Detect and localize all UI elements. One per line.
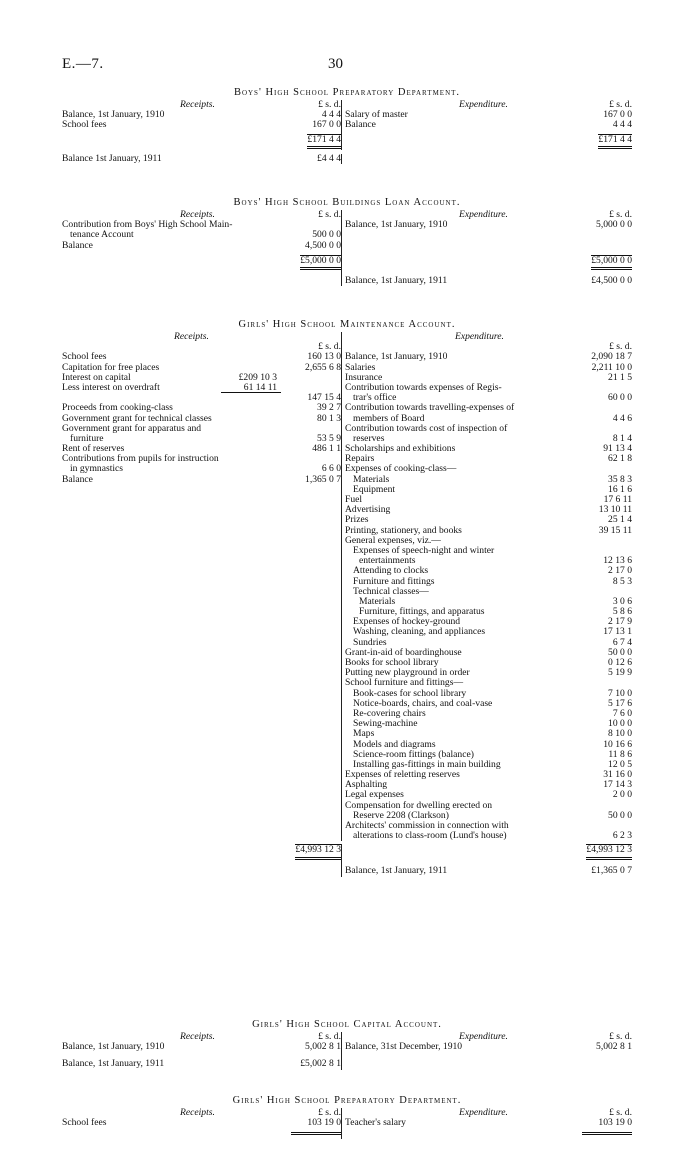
row-amount: 6 7 4 [612,636,632,648]
section-title: Boys' High School Preparatory Department. [233,87,461,98]
row-amount: 2,211 10 0 [591,361,632,373]
row-amount: 147 15 4 [307,392,341,404]
row-label: Maps [353,729,375,740]
lsd-heading: £ s. d. [609,341,632,353]
footer-label: Balance, 1st January, 1911 [345,275,448,286]
row-amount: 1,365 0 7 [305,473,341,485]
receipt-row [62,393,341,403]
expenditure-row [345,627,632,637]
expenditure-row [345,566,632,576]
receipts-column [62,1108,341,1139]
receipt-row [62,464,341,474]
expenditure-row [345,577,632,587]
section-title: Girls' High School Maintenance Account. [238,319,456,330]
row-label: Furniture and fittings [353,576,435,587]
row-subamount [221,464,281,474]
receipts-column [62,100,341,150]
row-amount: 80 1 3 [317,412,341,424]
row-amount: 91 13 4 [603,443,632,455]
receipt-row [62,230,341,240]
expenditure-row [345,607,632,617]
row-label: Equipment [353,484,396,495]
row-amount: 10 16 6 [603,738,632,750]
document-reference: E.—7. [62,56,104,72]
row-label: Salary of master [345,110,408,121]
row-amount: 31 16 0 [603,769,632,781]
receipts-heading: Receipts. [174,332,209,342]
row-subamount [221,424,281,434]
row-label: entertainments [359,556,416,567]
expenditure-row [345,546,632,556]
lsd-heading: £ s. d. [609,209,632,220]
row-label: Installing gas-fittings in main building [353,759,501,770]
row-amount: 50 0 0 [608,809,632,821]
row-amount: 4 4 6 [612,412,632,424]
expenditure-row [345,120,632,130]
row-amount: 5 17 6 [608,697,632,709]
expenditure-row [345,505,632,515]
receipt-row [62,220,341,230]
total: £5,000 0 0 [591,255,632,270]
expenditure-row [345,1042,632,1052]
row-label: Prizes [345,515,369,526]
expenditure-row [345,515,632,525]
row-amount: 53 5 9 [317,432,341,444]
expenditure-row [345,678,632,688]
expenditure-row [345,831,632,841]
row-amount: 2,655 6 8 [305,361,341,373]
row-amount [281,373,341,383]
expenditure-row [345,363,632,373]
row-label: Materials [353,474,390,485]
receipts-heading: Receipts. [180,100,215,110]
expenditure-row [345,638,632,648]
receipt-row [62,1042,341,1052]
expenditure-row [345,821,632,831]
expenditure-row [345,414,632,424]
expenditure-heading: Expenditure. [459,210,508,220]
row-amount: 62 1 8 [608,453,632,465]
expenditure-heading: Expenditure. [455,332,504,342]
row-label: Furniture, fittings, and apparatus [359,607,485,618]
row-label: Printing, stationery, and books [345,525,462,536]
row-label: members of Board [353,413,425,424]
receipt-row [62,373,341,383]
expenditure-row [345,444,632,454]
row-amount: 39 2 7 [317,402,341,414]
lsd-heading: £ s. d. [318,1107,341,1118]
row-label: Government grant for apparatus and [62,423,202,434]
expenditure-row [345,403,632,413]
row-amount: 6 6 0 [321,463,341,475]
expenditure-row [345,597,632,607]
row-amount: 3 0 6 [612,595,632,607]
total: £4,993 12 3 [586,844,632,859]
row-amount: 2 17 9 [608,616,632,628]
receipts-column [62,1032,341,1070]
row-amount: 50 0 0 [608,646,632,658]
row-label: Interest on capital [62,372,131,383]
row-amount: 2,090 18 7 [591,351,632,363]
row-amount: 12 0 5 [608,758,632,770]
receipt-row [62,424,341,434]
receipt-row [62,434,341,444]
row-subamount [221,352,281,362]
receipt-row [62,1118,341,1128]
expenditure-row [345,475,632,485]
expenditure-row [345,373,632,383]
row-amount: 60 0 0 [608,392,632,404]
row-amount: 486 1 1 [312,443,341,455]
row-amount: 35 8 3 [608,473,632,485]
expenditure-column [341,210,632,286]
expenditure-row [345,750,632,760]
row-label: Contribution towards travelling-expenses of [345,403,515,414]
row-label: Sewing-machine [353,719,418,730]
expenditure-row [345,536,632,546]
row-amount: 0 12 6 [608,657,632,668]
row-label: Materials [359,596,396,607]
row-subamount [221,444,281,454]
row-amount: 7 6 0 [612,707,632,719]
footer-amount: £4,500 0 0 [591,274,632,286]
section-title: Boys' High School Buildings Loan Account. [233,197,461,208]
row-label: Balance [345,120,376,131]
receipts-heading: Receipts. [180,1032,215,1042]
row-label: Less interest on overdraft [62,382,160,393]
row-amount: 5 19 9 [608,667,632,679]
expenditure-row [345,689,632,699]
row-label: Balance, 1st January, 1910 [62,1042,165,1053]
row-label: alterations to class-room (Lund's house) [353,831,507,842]
expenditure-row [345,729,632,739]
receipt-row [62,352,341,362]
lsd-heading: £ s. d. [318,99,341,110]
row-label: Science-room fittings (balance) [353,749,474,760]
expenditure-row [345,556,632,566]
row-subamount [221,393,281,403]
expenditure-row [345,485,632,495]
receipt-row [62,120,341,130]
row-label: Insurance [345,372,383,383]
section-title: Girls' High School Capital Account. [252,1019,442,1030]
row-label: Rent of reserves [62,444,125,455]
footer-amount: £5,002 8 1 [300,1058,341,1070]
row-amount: 8 5 3 [612,575,632,587]
receipt-row [62,363,341,373]
row-amount: 25 1 4 [608,514,632,526]
row-label: School fees [62,1118,107,1129]
row-label: Balance [62,240,93,251]
row-label [62,393,221,403]
expenditure-heading: Expenditure. [459,1108,508,1118]
row-label: Balance, 31st December, 1910 [345,1042,463,1053]
row-label: Expenses of cooking-class— [345,464,457,475]
row-subamount [221,475,281,485]
expenditure-column [341,1108,632,1139]
footer-label: Balance, 1st January, 1911 [345,866,448,877]
row-label: Attending to clocks [353,566,429,577]
row-label: Grant-in-aid of boardinghouse [345,647,462,658]
expenditure-row [345,424,632,434]
row-label: School fees [62,352,107,363]
row-label: Books for school library [345,658,439,668]
receipt-row [62,444,341,454]
row-subamount [221,403,281,413]
expenditure-row [345,464,632,474]
row-amount: 167 0 0 [312,119,341,131]
row-amount: 7 10 0 [608,687,632,699]
row-amount: 8 10 0 [608,728,632,740]
row-label: Book-cases for school library [353,688,467,699]
expenditure-row [345,1118,632,1128]
expenditure-row [345,110,632,120]
row-label: Expenses of hockey-ground [353,617,461,628]
row-amount [576,403,632,413]
expenditure-row [345,811,632,821]
expenditure-row [345,495,632,505]
row-amount: 103 19 0 [598,1117,632,1129]
receipt-row [62,454,341,464]
footer-label: Balance 1st January, 1911 [62,153,162,164]
row-label: General expenses, viz.— [345,535,441,546]
row-label: School fees [62,120,107,131]
expenditure-row [345,383,632,393]
row-amount: 500 0 0 [312,229,341,241]
row-label: Balance, 1st January, 1910 [62,110,165,121]
row-label: Models and diagrams [353,739,436,750]
lsd-heading: £ s. d. [609,99,632,110]
expenditure-row [345,393,632,403]
row-label: Re-covering chairs [353,708,426,719]
expenditure-row [345,719,632,729]
row-label: Legal expenses [345,790,404,801]
row-amount: 16 1 6 [608,483,632,495]
expenditure-row [345,801,632,811]
footer-amount: £1,365 0 7 [591,865,632,877]
expenditure-row [345,587,632,597]
row-amount: 2 17 0 [608,565,632,577]
receipts-column [62,210,341,286]
expenditure-row [345,352,632,362]
section-title: Girls' High School Preparatory Department. [232,1095,462,1106]
lsd-heading: £ s. d. [318,1031,341,1042]
section-boys-buildings-loan [62,196,632,286]
expenditure-row [345,740,632,750]
section-boys-preparatory [62,86,632,164]
section-girls-maintenance [62,318,632,877]
row-amount: 4 4 4 [321,109,341,121]
row-label: Proceeds from cooking-class [62,403,173,414]
row-label: Asphalting [345,780,388,791]
row-label: Government grant for technical classes [62,413,212,424]
row-amount [576,536,632,546]
row-subamount [221,454,281,464]
row-amount: 5,000 0 0 [596,219,632,231]
row-amount: 8 1 4 [612,432,632,444]
row-amount: 167 0 0 [603,109,632,121]
row-amount: 11 8 6 [608,748,632,760]
expenditure-row [345,454,632,464]
expenditure-column [341,1032,632,1070]
row-label: Balance, 1st January, 1910 [345,352,448,363]
row-amount: 17 14 3 [603,779,632,791]
lsd-heading: £ s. d. [609,1107,632,1118]
expenditure-row [345,220,632,230]
row-label: Contribution towards expenses of Regis- [345,382,502,393]
row-amount: 4 4 4 [612,119,632,131]
row-label: Expenses of speech-night and winter [353,545,495,556]
row-label: Putting new playground in order [345,668,470,679]
row-label: Architects' commission in connection with [345,821,509,831]
row-amount: 17 6 11 [603,494,632,505]
row-amount: 4,500 0 0 [305,239,341,251]
row-label: Teacher's salary [345,1118,406,1129]
row-label: Contribution from Boys' High School Main- [62,220,233,231]
row-label: Expenses of reletting reserves [345,770,460,781]
expenditure-row [345,709,632,719]
expenditure-heading: Expenditure. [459,100,508,110]
receipt-row [62,414,341,424]
row-label: Capitation for free places [62,362,160,373]
receipts-heading: Receipts. [180,1108,215,1118]
row-label: Fuel [345,495,363,505]
expenditure-row [345,780,632,790]
expenditure-row [345,668,632,678]
row-subamount: £209 10 3 [238,371,277,383]
row-amount: 6 2 3 [612,830,632,842]
lsd-heading: £ s. d. [318,341,341,353]
total: £171 4 4 [598,134,632,149]
row-amount: 21 1 5 [608,371,632,383]
receipt-row [62,475,341,485]
lsd-heading: £ s. d. [609,1031,632,1042]
expenditure-row [345,617,632,627]
row-label: Compensation for dwelling erected on [345,800,493,811]
row-amount: 13 10 11 [598,504,632,516]
expenditure-column [341,100,632,150]
expenditure-row [345,526,632,536]
row-amount: 5,002 8 1 [305,1041,341,1053]
row-label: furniture [70,433,104,444]
expenditure-row [345,760,632,770]
row-label: in gymnastics [70,464,124,475]
row-amount: 39 15 11 [598,524,632,536]
total: £4,993 12 3 [295,844,341,859]
lsd-heading: £ s. d. [318,209,341,220]
row-label: trar's office [353,393,397,404]
section-girls-capital [62,1018,632,1070]
row-label: Sundries [353,637,387,648]
row-subamount [221,434,281,444]
row-amount: 10 0 0 [608,718,632,730]
expenditure-row [345,790,632,800]
receipts-heading: Receipts. [180,210,215,220]
row-amount: 103 19 0 [307,1117,341,1129]
row-label: Washing, cleaning, and appliances [353,627,486,638]
receipt-row [62,241,341,251]
row-label: Reserve 2208 (Clarkson) [353,810,449,821]
footer-label: Balance, 1st January, 1911 [62,1059,165,1070]
page-number: 30 [328,56,343,72]
total: £171 4 4 [307,134,341,149]
row-label: reserves [353,433,385,444]
total: £5,000 0 0 [300,255,341,270]
row-amount: 5,002 8 1 [596,1041,632,1053]
receipt-row [62,403,341,413]
expenditure-heading: Expenditure. [459,1032,508,1042]
expenditure-row [345,648,632,658]
row-label: Contributions from pupils for instruction [62,454,219,465]
row-label: Salaries [345,362,376,373]
row-label: tenance Account [70,230,134,241]
receipt-row [62,110,341,120]
row-label: Notice-boards, chairs, and coal-vase [353,698,493,709]
row-label: Technical classes— [353,586,429,597]
row-label: Balance, 1st January, 1910 [345,220,448,231]
expenditure-row [345,658,632,668]
row-subamount [221,414,281,424]
expenditure-row [345,770,632,780]
row-label: Balance [62,474,93,485]
row-amount: 160 13 0 [307,351,341,363]
expenditure-row [345,699,632,709]
receipts-column [62,332,341,841]
row-amount: 12 13 6 [603,555,632,567]
expenditure-row [345,434,632,444]
row-label: Repairs [345,454,375,465]
row-label: Scholarships and exhibitions [345,444,456,455]
row-amount: 17 13 1 [603,626,632,638]
row-amount: 5 8 6 [612,606,632,618]
receipt-row [62,383,341,393]
row-label: School furniture and fittings— [345,678,464,689]
expenditure-column [341,332,632,841]
row-label: Contribution towards cost of inspection of [345,423,508,434]
row-amount: 2 0 0 [612,789,632,801]
footer-amount: £4 4 4 [317,152,341,164]
section-girls-preparatory [62,1094,632,1139]
row-label: Advertising [345,505,391,516]
row-subamount: 61 14 11 [221,383,281,393]
